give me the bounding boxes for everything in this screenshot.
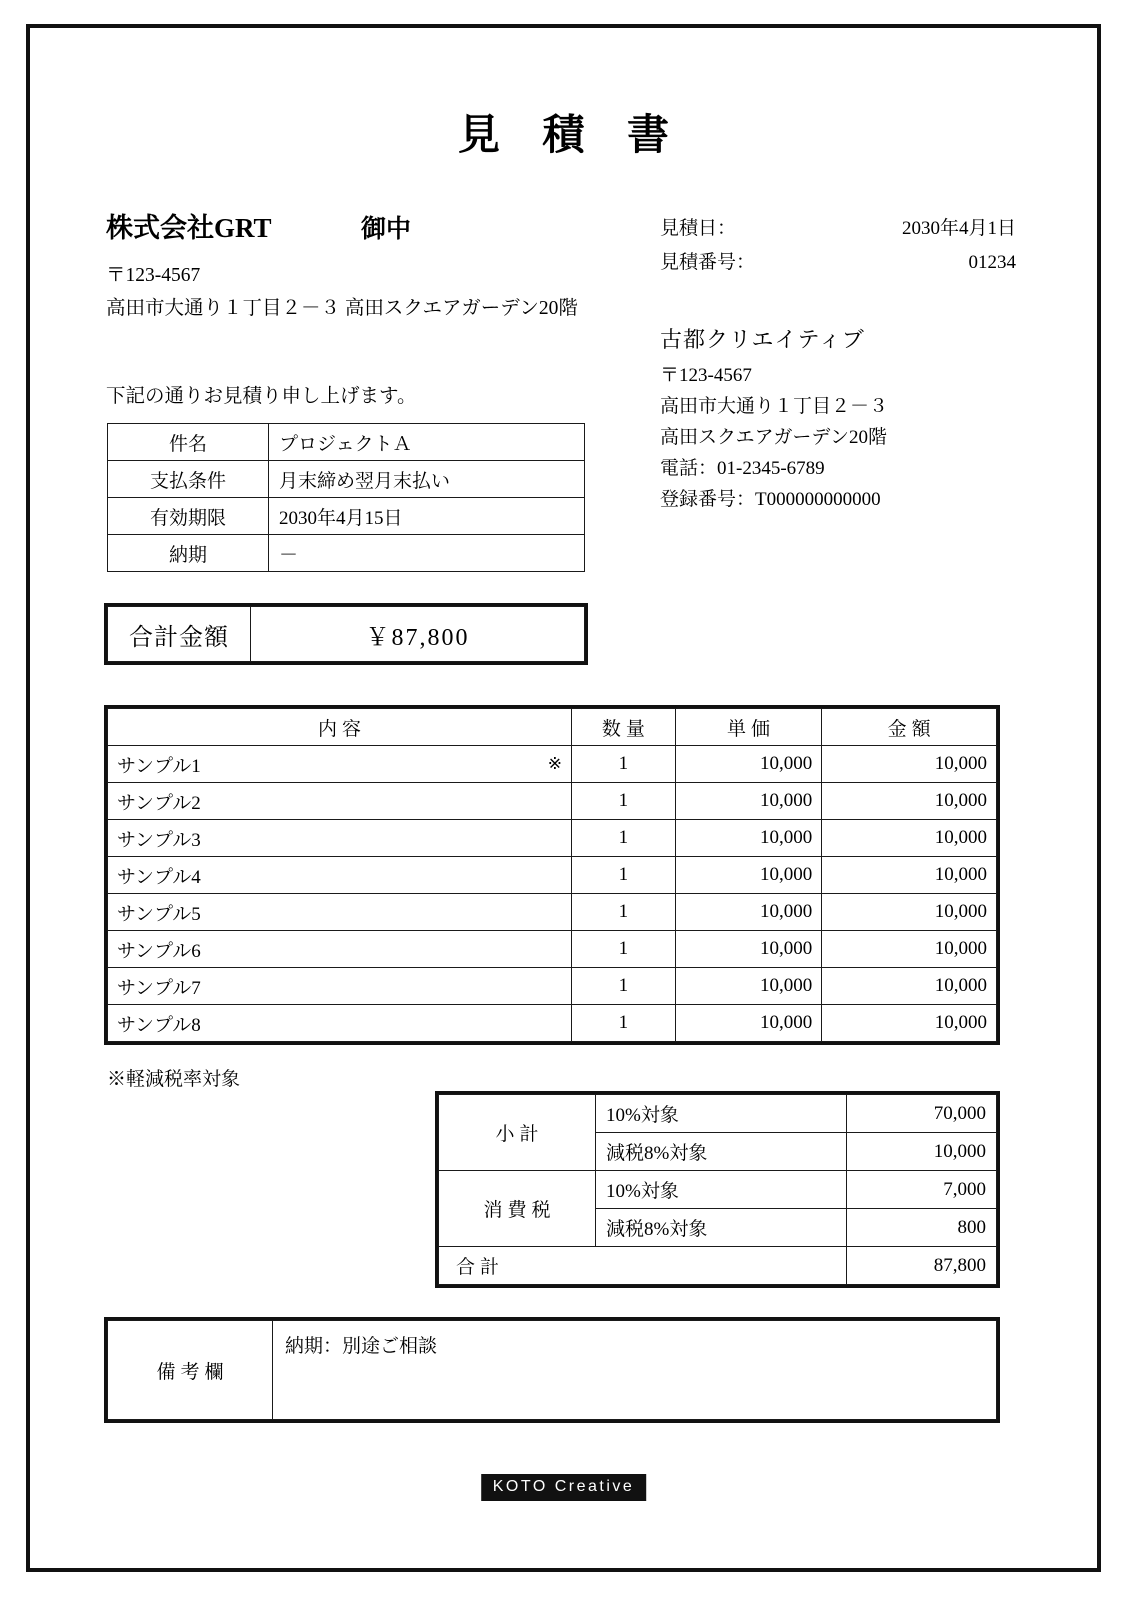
- summary-subtotal-10-label: 10%対象: [596, 1095, 847, 1133]
- page-title: 見 積 書: [457, 113, 685, 159]
- summary-tax-8-label: 減税8%対象: [596, 1209, 847, 1247]
- item-quantity: 1: [572, 746, 676, 783]
- sender-block: [660, 324, 1060, 515]
- summary-subtotal-10-value: 70,000: [847, 1095, 997, 1133]
- column-header-quantity: 数量: [572, 709, 676, 746]
- info-value-delivery: －: [269, 535, 585, 572]
- table-row: [108, 968, 997, 1005]
- table-row: [108, 535, 585, 572]
- table-row: [108, 498, 585, 535]
- item-quantity: 1: [572, 857, 676, 894]
- total-amount-label: 合計金額: [108, 607, 251, 662]
- summary-label-total: 合計: [439, 1247, 847, 1285]
- summary-subtotal-8-value: 10,000: [847, 1133, 997, 1171]
- quote-number-row: [660, 246, 1016, 280]
- summary-subtotal-8-label: 減税8%対象: [596, 1133, 847, 1171]
- reduced-tax-rate-note: ※軽減税率対象: [107, 1069, 241, 1090]
- item-quantity: 1: [572, 1005, 676, 1042]
- table-row: [108, 607, 585, 662]
- info-value-subject: プロジェクトＡ: [269, 424, 585, 461]
- item-unit-price: 10,000: [675, 968, 821, 1005]
- item-description-text: サンプル6: [117, 940, 201, 962]
- column-header-amount: 金額: [822, 709, 997, 746]
- summary-total-value: 87,800: [847, 1247, 997, 1285]
- total-amount-value: ￥87,800: [251, 607, 585, 662]
- column-header-unit-price: 単価: [675, 709, 821, 746]
- item-unit-price: 10,000: [675, 746, 821, 783]
- customer-postal-code: 〒123-4567: [106, 265, 201, 286]
- item-description: [108, 894, 572, 931]
- item-unit-price: 10,000: [675, 894, 821, 931]
- item-unit-price: 10,000: [675, 1005, 821, 1042]
- quote-number-label: 見積番号：: [660, 252, 756, 273]
- item-description: [108, 1005, 572, 1042]
- sender-address-line-1: 高田市大通り１丁目２－３: [660, 396, 889, 417]
- item-unit-price: 10,000: [675, 820, 821, 857]
- item-description-text: サンプル2: [117, 792, 201, 814]
- summary-tax-8-value: 800: [847, 1209, 997, 1247]
- item-unit-price: 10,000: [675, 857, 821, 894]
- table-row: [439, 1171, 997, 1209]
- info-value-payment-terms: 月末締め翌月末払い: [269, 461, 585, 498]
- summary-tax-10-label: 10%対象: [596, 1171, 847, 1209]
- item-unit-price: 10,000: [675, 783, 821, 820]
- customer-address: 高田市大通り１丁目２－３ 高田スクエアガーデン20階: [106, 298, 578, 319]
- sender-address-line-2: 高田スクエアガーデン20階: [660, 427, 888, 448]
- item-amount: 10,000: [822, 894, 997, 931]
- item-description: [108, 820, 572, 857]
- item-amount: 10,000: [822, 783, 997, 820]
- info-key-subject: 件名: [108, 424, 269, 461]
- total-amount-box: [107, 606, 585, 662]
- quote-info-table: [107, 423, 585, 572]
- sender-telephone: 電話：01-2345-6789: [660, 458, 825, 479]
- item-description: [108, 931, 572, 968]
- remarks-value: 納期：別途ご相談: [273, 1321, 997, 1420]
- item-description-text: サンプル5: [117, 903, 201, 925]
- document-page: [26, 24, 1101, 1572]
- summary-label-subtotal: 小計: [439, 1095, 596, 1171]
- item-description-text: サンプル3: [117, 829, 201, 851]
- quote-date-label: 見積日：: [660, 218, 737, 239]
- table-header-row: [108, 709, 997, 746]
- table-row: [108, 1321, 997, 1420]
- quote-date-row: [660, 212, 1016, 246]
- quote-meta-block: [660, 212, 1016, 280]
- item-quantity: 1: [572, 894, 676, 931]
- line-items-table: [107, 708, 997, 1042]
- item-quantity: 1: [572, 968, 676, 1005]
- item-description: [108, 783, 572, 820]
- reduced-tax-mark-icon: ※: [547, 754, 563, 773]
- item-unit-price: 10,000: [675, 931, 821, 968]
- customer-name: 株式会社GRT: [106, 213, 272, 243]
- item-amount: 10,000: [822, 931, 997, 968]
- item-description-text: サンプル8: [117, 1014, 201, 1036]
- totals-summary-table: [438, 1094, 997, 1285]
- item-amount: 10,000: [822, 820, 997, 857]
- table-row: [108, 857, 997, 894]
- summary-label-tax: 消費税: [439, 1171, 596, 1247]
- item-amount: 10,000: [822, 857, 997, 894]
- table-row: [439, 1247, 997, 1285]
- table-row: [108, 820, 997, 857]
- item-description: [108, 746, 572, 783]
- table-row: [108, 461, 585, 498]
- item-amount: 10,000: [822, 746, 997, 783]
- item-quantity: 1: [572, 931, 676, 968]
- table-row: [108, 894, 997, 931]
- item-description: [108, 857, 572, 894]
- table-row: [108, 783, 997, 820]
- item-description-text: サンプル1: [117, 755, 201, 777]
- item-description-text: サンプル4: [117, 866, 201, 888]
- summary-tax-10-value: 7,000: [847, 1171, 997, 1209]
- table-row: [108, 746, 997, 783]
- sender-registration-number: 登録番号：T000000000000: [660, 489, 881, 510]
- footer-logo: KOTO Creative: [481, 1474, 647, 1501]
- item-quantity: 1: [572, 820, 676, 857]
- lead-text: 下記の通りお見積り申し上げます。: [106, 386, 417, 407]
- item-quantity: 1: [572, 783, 676, 820]
- item-description-text: サンプル7: [117, 977, 201, 999]
- table-row: [439, 1095, 997, 1133]
- sender-name: 古都クリエイティブ: [660, 327, 865, 352]
- table-row: [108, 424, 585, 461]
- item-description: [108, 968, 572, 1005]
- quote-date-value: 2030年4月1日: [901, 218, 1016, 239]
- remarks-label: 備考欄: [108, 1321, 273, 1420]
- remarks-table: [107, 1320, 997, 1420]
- table-row: [108, 1005, 997, 1042]
- item-amount: 10,000: [822, 968, 997, 1005]
- info-key-delivery: 納期: [108, 535, 269, 572]
- info-key-payment-terms: 支払条件: [108, 461, 269, 498]
- item-amount: 10,000: [822, 1005, 997, 1042]
- sender-postal-code: 〒123-4567: [660, 365, 752, 386]
- customer-block: [106, 206, 606, 325]
- customer-honorific: 御中: [361, 216, 412, 243]
- table-row: [108, 931, 997, 968]
- info-value-valid-until: 2030年4月15日: [269, 498, 585, 535]
- column-header-description: 内容: [108, 709, 572, 746]
- info-key-valid-until: 有効期限: [108, 498, 269, 535]
- quote-number-value: 01234: [968, 252, 1016, 273]
